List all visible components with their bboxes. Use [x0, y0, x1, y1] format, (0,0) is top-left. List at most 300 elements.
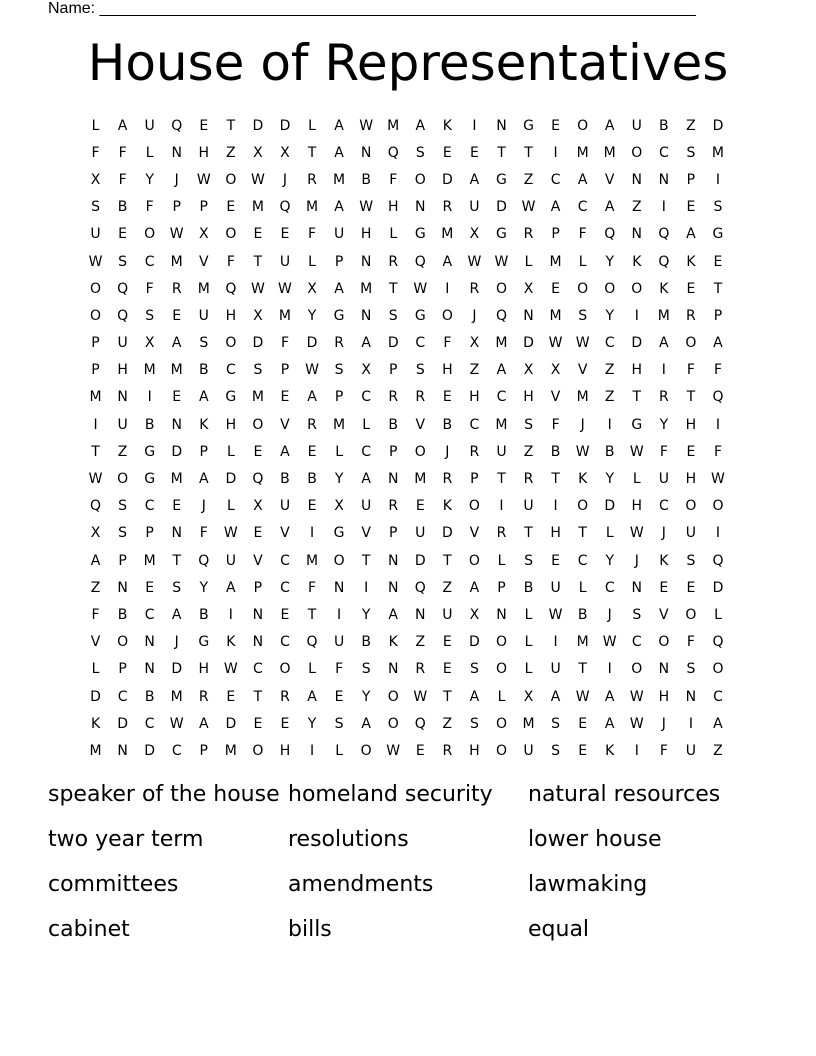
grid-letter: A — [307, 389, 317, 406]
grid-letter: A — [469, 171, 480, 188]
grid-letter: A — [388, 606, 398, 623]
grid-letter: A — [604, 715, 615, 732]
grid-letter: I — [607, 416, 612, 433]
grid-letter: O — [631, 280, 643, 297]
grid-letter: Q — [712, 552, 724, 569]
grid-letter: X — [334, 498, 344, 515]
grid-letter: I — [93, 416, 98, 433]
grid-letter: X — [253, 307, 263, 324]
grid-letter: W — [250, 171, 265, 188]
grid-letter: Z — [117, 443, 128, 460]
grid-letter: R — [171, 280, 182, 297]
grid-letter: D — [171, 443, 183, 460]
grid-letter: S — [713, 199, 723, 216]
grid-letter: D — [252, 335, 264, 352]
grid-letter: Y — [605, 471, 614, 488]
grid-letter: D — [631, 335, 643, 352]
grid-letter: U — [496, 443, 507, 460]
grid-letter: N — [415, 199, 426, 216]
grid-letter: M — [143, 362, 156, 379]
word-bank-item: natural resources — [528, 782, 721, 807]
grid-letter: D — [225, 715, 237, 732]
grid-letter: A — [198, 389, 209, 406]
grid-letter: U — [442, 606, 453, 623]
grid-letter: S — [415, 144, 425, 161]
grid-letter: A — [361, 335, 371, 352]
grid-letter: E — [442, 634, 452, 651]
grid-letter: K — [199, 416, 209, 433]
grid-letter: N — [333, 579, 345, 596]
grid-letter: T — [551, 471, 560, 488]
grid-letter: M — [333, 171, 346, 188]
grid-letter: G — [712, 226, 724, 243]
grid-letter: R — [415, 389, 426, 406]
grid-letter: E — [551, 280, 561, 297]
grid-letter: D — [306, 335, 318, 352]
grid-letter: J — [445, 443, 450, 460]
grid-letter: P — [686, 171, 696, 188]
grid-letter: A — [469, 579, 480, 596]
grid-letter: O — [685, 498, 697, 515]
grid-row — [82, 166, 732, 193]
grid-letter: U — [333, 634, 345, 651]
grid-letter: A — [171, 335, 182, 352]
grid-letter: W — [494, 253, 509, 270]
grid-letter: C — [280, 634, 290, 651]
grid-letter: O — [117, 634, 129, 651]
grid-letter: X — [550, 362, 561, 379]
grid-letter: B — [361, 171, 371, 188]
grid-letter: R — [415, 661, 426, 678]
grid-letter: S — [334, 715, 344, 732]
grid-letter: N — [387, 579, 399, 596]
grid-row — [82, 683, 732, 710]
grid-letter: I — [445, 280, 450, 297]
grid-letter: O — [225, 335, 237, 352]
grid-row — [82, 384, 732, 411]
grid-letter: V — [253, 552, 263, 569]
grid-letter: P — [334, 253, 344, 270]
grid-letter: X — [469, 606, 480, 623]
grid-letter: O — [604, 280, 616, 297]
grid-letter: I — [228, 606, 233, 623]
grid-letter: F — [118, 144, 127, 161]
grid-letter: F — [713, 362, 722, 379]
grid-letter: K — [578, 471, 588, 488]
grid-letter: I — [147, 389, 152, 406]
grid-letter: L — [632, 471, 641, 488]
grid-letter: C — [144, 606, 155, 623]
grid-letter: M — [549, 253, 562, 270]
grid-letter: D — [441, 525, 453, 542]
grid-letter: M — [89, 742, 102, 759]
grid-letter: T — [443, 688, 452, 705]
grid-letter: E — [199, 117, 209, 134]
grid-letter: G — [144, 471, 156, 488]
grid-letter: H — [198, 144, 210, 161]
grid-letter: A — [361, 471, 371, 488]
grid-letter: J — [282, 171, 288, 188]
grid-letter: A — [334, 280, 344, 297]
grid-letter: M — [711, 144, 725, 161]
grid-letter: U — [279, 253, 291, 270]
grid-letter: D — [604, 498, 616, 515]
grid-letter: R — [442, 199, 453, 216]
grid-letter: D — [414, 552, 426, 569]
grid-letter: A — [226, 579, 236, 596]
grid-letter: K — [605, 742, 615, 759]
grid-letter: N — [171, 525, 182, 542]
grid-letter: P — [118, 661, 127, 678]
grid-letter: N — [117, 579, 128, 596]
grid-letter: R — [686, 307, 696, 324]
grid-letter: O — [495, 661, 507, 678]
grid-letter: Q — [279, 199, 291, 216]
grid-row — [82, 275, 732, 302]
grid-letter: S — [686, 144, 696, 161]
grid-letter: C — [144, 253, 155, 270]
grid-letter: Z — [604, 362, 615, 379]
grid-letter: I — [472, 117, 477, 134]
grid-letter: T — [388, 280, 398, 297]
grid-letter: L — [308, 253, 316, 270]
grid-letter: S — [91, 199, 100, 216]
grid-letter: P — [145, 525, 154, 542]
grid-letter: S — [118, 525, 128, 542]
grid-letter: D — [387, 335, 399, 352]
grid-letter: F — [578, 226, 587, 243]
grid-letter: E — [172, 389, 182, 406]
grid-letter: U — [631, 117, 642, 134]
grid-letter: X — [523, 362, 534, 379]
grid-row — [82, 465, 732, 492]
grid-letter: V — [604, 171, 615, 188]
grid-letter: I — [499, 498, 504, 515]
grid-letter: B — [144, 416, 155, 433]
word-bank-item: homeland security — [288, 782, 493, 807]
grid-letter: N — [387, 471, 399, 488]
grid-letter: L — [91, 661, 100, 678]
grid-letter: T — [524, 144, 533, 161]
grid-letter: O — [712, 498, 724, 515]
grid-letter: A — [117, 117, 128, 134]
grid-letter: S — [686, 661, 696, 678]
grid-letter: F — [389, 171, 398, 188]
word-bank-item: equal — [528, 917, 590, 942]
grid-letter: E — [226, 688, 236, 705]
grid-letter: X — [198, 226, 209, 243]
grid-letter: V — [361, 525, 371, 542]
grid-letter: L — [524, 661, 533, 678]
grid-letter: N — [415, 606, 426, 623]
grid-letter: O — [90, 307, 102, 324]
grid-letter: A — [496, 362, 507, 379]
grid-letter: G — [333, 525, 345, 542]
grid-letter: Y — [605, 253, 614, 270]
grid-row — [82, 710, 732, 737]
grid-letter: O — [225, 171, 237, 188]
grid-letter: O — [387, 715, 399, 732]
word-bank-row — [48, 772, 788, 817]
grid-letter: L — [389, 226, 398, 243]
grid-letter: N — [685, 688, 697, 705]
grid-letter: U — [658, 471, 669, 488]
grid-letter: U — [198, 307, 209, 324]
grid-letter: O — [495, 280, 507, 297]
grid-letter: H — [360, 226, 372, 243]
grid-letter: D — [279, 117, 291, 134]
grid-letter: E — [686, 579, 696, 596]
grid-letter: M — [576, 389, 589, 406]
grid-letter: L — [308, 661, 316, 678]
grid-letter: Y — [659, 416, 669, 433]
grid-letter: O — [712, 661, 724, 678]
grid-letter: O — [117, 471, 129, 488]
grid-letter: H — [225, 307, 237, 324]
grid-letter: O — [279, 661, 291, 678]
grid-letter: H — [117, 362, 128, 379]
grid-letter: Z — [604, 389, 615, 406]
grid-letter: N — [117, 742, 128, 759]
grid-letter: H — [685, 416, 697, 433]
grid-letter: C — [171, 742, 182, 759]
page-title: House of Representatives — [87, 34, 729, 92]
grid-letter: M — [495, 416, 508, 433]
word-bank-row — [48, 907, 788, 952]
grid-letter: U — [117, 335, 128, 352]
grid-letter: W — [548, 606, 563, 623]
grid-letter: Z — [415, 634, 426, 651]
grid-letter: C — [550, 171, 561, 188]
grid-letter: U — [685, 742, 697, 759]
grid-letter: T — [497, 471, 506, 488]
grid-letter: E — [686, 199, 696, 216]
grid-letter: Q — [604, 226, 616, 243]
grid-letter: O — [577, 280, 589, 297]
grid-letter: R — [469, 280, 480, 297]
grid-letter: S — [253, 362, 263, 379]
grid-letter: V — [469, 525, 480, 542]
grid-letter: B — [198, 362, 209, 379]
grid-letter: N — [360, 253, 372, 270]
grid-row — [82, 629, 732, 656]
grid-letter: U — [144, 117, 155, 134]
grid-letter: S — [632, 606, 642, 623]
grid-letter: N — [144, 661, 155, 678]
grid-letter: M — [143, 552, 156, 569]
grid-letter: K — [90, 715, 101, 732]
grid-letter: C — [280, 579, 290, 596]
grid-letter: Z — [442, 579, 453, 596]
grid-letter: A — [550, 199, 561, 216]
grid-letter: J — [174, 634, 179, 651]
grid-letter: G — [414, 226, 426, 243]
grid-letter: A — [361, 715, 371, 732]
grid-letter: K — [686, 253, 696, 270]
grid-letter: P — [199, 742, 208, 759]
grid-letter: S — [686, 552, 696, 569]
grid-letter: A — [171, 606, 182, 623]
grid-letter: U — [361, 498, 372, 515]
grid-letter: C — [577, 552, 588, 569]
grid-letter: S — [551, 742, 561, 759]
grid-letter: T — [713, 280, 723, 297]
grid-letter: Z — [686, 117, 696, 134]
grid-letter: S — [145, 307, 155, 324]
grid-letter: D — [171, 661, 183, 678]
grid-letter: W — [196, 171, 211, 188]
grid-letter: E — [280, 226, 290, 243]
grid-letter: B — [388, 416, 399, 433]
grid-letter: T — [578, 525, 587, 542]
grid-letter: Z — [90, 579, 101, 596]
grid-letter: A — [713, 335, 723, 352]
grid-letter: N — [360, 144, 372, 161]
grid-letter: S — [334, 362, 344, 379]
grid-letter: S — [199, 335, 209, 352]
grid-letter: R — [442, 742, 453, 759]
grid-letter: H — [225, 416, 237, 433]
grid-letter: S — [578, 307, 588, 324]
grid-letter: H — [469, 389, 480, 406]
grid-letter: L — [714, 606, 722, 623]
grid-letter: B — [523, 579, 534, 596]
grid-letter: X — [469, 335, 480, 352]
grid-letter: L — [578, 253, 587, 270]
grid-letter: Y — [605, 307, 614, 324]
grid-letter: L — [524, 634, 533, 651]
grid-letter: S — [172, 579, 182, 596]
grid-row — [82, 411, 732, 438]
grid-letter: P — [118, 552, 127, 569]
grid-letter: H — [387, 199, 399, 216]
grid-letter: H — [279, 742, 291, 759]
grid-letter: T — [497, 144, 506, 161]
grid-letter: O — [631, 661, 643, 678]
grid-letter: I — [661, 362, 666, 379]
grid-letter: A — [469, 688, 480, 705]
grid-letter: I — [337, 606, 342, 623]
grid-letter: C — [361, 389, 372, 406]
grid-letter: T — [253, 253, 263, 270]
grid-letter: W — [305, 362, 319, 379]
word-bank-row — [48, 862, 788, 907]
grid-letter: L — [335, 742, 343, 759]
grid-letter: E — [686, 443, 696, 460]
grid-letter: E — [713, 253, 723, 270]
grid-letter: P — [199, 199, 208, 216]
grid-letter: W — [711, 471, 725, 488]
grid-letter: E — [578, 715, 588, 732]
grid-letter: V — [659, 606, 669, 623]
grid-row — [82, 248, 732, 275]
grid-letter: H — [658, 688, 670, 705]
grid-letter: W — [575, 688, 590, 705]
grid-letter: O — [90, 280, 102, 297]
grid-row — [82, 493, 732, 520]
grid-letter: G — [523, 117, 534, 134]
grid-letter: P — [91, 335, 100, 352]
grid-letter: X — [523, 280, 534, 297]
grid-letter: U — [550, 579, 561, 596]
grid-letter: W — [169, 226, 184, 243]
grid-letter: K — [388, 634, 398, 651]
grid-letter: O — [685, 606, 697, 623]
grid-letter: I — [553, 634, 558, 651]
grid-letter: C — [225, 362, 236, 379]
grid-letter: S — [551, 715, 561, 732]
grid-letter: M — [170, 253, 183, 270]
grid-letter: N — [252, 634, 264, 651]
grid-letter: P — [388, 362, 398, 379]
grid-letter: C — [117, 688, 128, 705]
grid-letter: F — [713, 443, 722, 460]
grid-letter: E — [280, 606, 290, 623]
grid-letter: E — [172, 307, 182, 324]
grid-letter: F — [199, 525, 208, 542]
word-bank-item: bills — [288, 917, 332, 942]
grid-letter: X — [253, 144, 263, 161]
grid-letter: N — [252, 606, 264, 623]
grid-letter: Y — [361, 688, 371, 705]
grid-letter: X — [469, 226, 480, 243]
grid-letter: E — [442, 389, 452, 406]
grid-letter: H — [631, 362, 643, 379]
grid-letter: M — [251, 199, 264, 216]
grid-letter: B — [604, 443, 615, 460]
grid-row — [82, 656, 732, 683]
grid-letter: F — [659, 443, 668, 460]
grid-letter: X — [523, 688, 534, 705]
grid-letter: X — [144, 335, 155, 352]
grid-letter: T — [361, 552, 371, 569]
grid-letter: L — [497, 688, 506, 705]
grid-letter: Q — [117, 307, 129, 324]
word-bank-item: speaker of the house — [48, 782, 280, 807]
grid-row — [82, 574, 732, 601]
grid-letter: T — [524, 525, 533, 542]
grid-letter: P — [497, 579, 506, 596]
grid-letter: N — [171, 416, 182, 433]
grid-letter: M — [576, 634, 589, 651]
grid-letter: F — [145, 280, 154, 297]
name-field-label: Name: ___________________________________________________________________ — [48, 0, 696, 17]
grid-letter: P — [91, 362, 100, 379]
grid-letter: D — [225, 471, 237, 488]
grid-row — [82, 139, 732, 166]
grid-letter: F — [335, 661, 344, 678]
grid-letter: O — [631, 144, 643, 161]
grid-letter: M — [522, 715, 535, 732]
grid-letter: F — [308, 226, 317, 243]
grid-letter: N — [387, 661, 399, 678]
grid-letter: A — [659, 335, 669, 352]
grid-letter: E — [551, 552, 561, 569]
grid-letter: S — [415, 362, 425, 379]
grid-letter: R — [388, 253, 399, 270]
grid-letter: M — [414, 471, 427, 488]
grid-letter: L — [226, 443, 235, 460]
grid-letter: Q — [658, 253, 670, 270]
grid-letter: R — [198, 688, 209, 705]
grid-letter: V — [90, 634, 101, 651]
grid-letter: H — [198, 661, 210, 678]
grid-letter: U — [523, 742, 534, 759]
grid-letter: E — [253, 525, 263, 542]
grid-letter: Q — [712, 634, 724, 651]
grid-letter: O — [495, 634, 507, 651]
grid-letter: K — [632, 253, 642, 270]
